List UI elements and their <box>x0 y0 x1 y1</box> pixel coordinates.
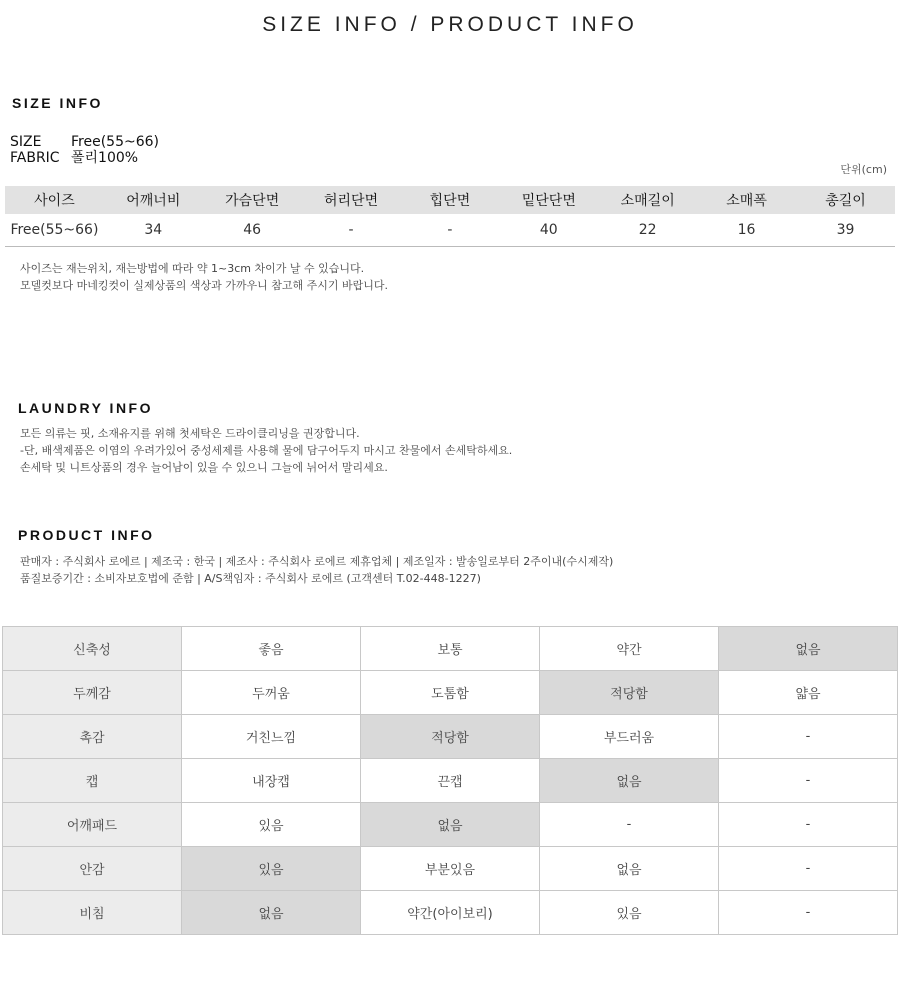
size-table-cell: 34 <box>104 214 203 247</box>
attribute-option: 적당함 <box>361 715 540 759</box>
attribute-option: - <box>719 847 898 891</box>
attribute-label: 촉감 <box>3 715 182 759</box>
attribute-label: 어깨패드 <box>3 803 182 847</box>
attribute-option: 얇음 <box>719 671 898 715</box>
attribute-option: 없음 <box>719 627 898 671</box>
attribute-table <box>2 626 898 935</box>
attribute-option: - <box>540 803 719 847</box>
size-table-cell: - <box>302 214 401 247</box>
size-table-header: 총길이 <box>796 186 895 214</box>
attribute-row <box>3 715 898 759</box>
laundry-line: 손세탁 및 니트상품의 경우 늘어남이 있을 수 있으니 그늘에 뉘어서 말리세요. <box>20 461 388 474</box>
product-line: 판매자 : 주식회사 로에르 | 제조국 : 한국 | 제조사 : 주식회사 로에르 제휴업체 | 제조일자 : 발송일로부터 2주이내(수시제작) <box>20 555 614 568</box>
size-table-header: 밑단단면 <box>499 186 598 214</box>
attribute-option: 있음 <box>182 803 361 847</box>
attribute-option: 약간 <box>540 627 719 671</box>
product-info-heading: PRODUCT INFO <box>18 527 155 543</box>
laundry-line: 모든 의류는 핏, 소재유지를 위해 첫세탁은 드라이클리닝을 권장합니다. <box>20 427 360 440</box>
size-table-header: 어깨너비 <box>104 186 203 214</box>
laundry-info-text <box>20 425 512 476</box>
attribute-option: 없음 <box>182 891 361 935</box>
size-table-header-row <box>5 186 895 214</box>
attribute-label: 두께감 <box>3 671 182 715</box>
attribute-row <box>3 759 898 803</box>
attribute-row <box>3 847 898 891</box>
size-spec <box>10 134 159 150</box>
attribute-label: 비침 <box>3 891 182 935</box>
attribute-row <box>3 803 898 847</box>
size-table-header: 소매폭 <box>697 186 796 214</box>
size-table-header: 소매길이 <box>598 186 697 214</box>
fabric-label: FABRIC <box>10 150 60 166</box>
fabric-spec <box>10 150 138 166</box>
attribute-option: - <box>719 803 898 847</box>
size-table-header: 가슴단면 <box>203 186 302 214</box>
attribute-row <box>3 891 898 935</box>
size-table-cell: 22 <box>598 214 697 247</box>
attribute-option: - <box>719 759 898 803</box>
attribute-row <box>3 671 898 715</box>
size-table-cell: 39 <box>796 214 895 247</box>
attribute-option: 없음 <box>540 759 719 803</box>
attribute-option: 있음 <box>540 891 719 935</box>
size-notes <box>20 260 388 294</box>
attribute-option: 적당함 <box>540 671 719 715</box>
product-line: 품질보증기간 : 소비자보호법에 준함 | A/S책임자 : 주식회사 로에르 (고객센터 T.02-448-1227) <box>20 572 481 585</box>
size-table-cell: Free(55~66) <box>5 214 104 247</box>
size-table-cell: 46 <box>203 214 302 247</box>
size-table-header: 허리단면 <box>302 186 401 214</box>
attribute-option: 좋음 <box>182 627 361 671</box>
laundry-info-heading: LAUNDRY INFO <box>18 400 153 416</box>
laundry-line: -단, 배색제품은 이염의 우려가있어 중성세제를 사용해 물에 담구어두지 마시고 찬물에서 손세탁하세요. <box>20 444 513 457</box>
size-value: Free(55~66) <box>71 134 159 150</box>
size-table-cell: - <box>401 214 500 247</box>
size-info-heading: SIZE INFO <box>12 95 103 111</box>
attribute-label: 캡 <box>3 759 182 803</box>
attribute-option: 내장캡 <box>182 759 361 803</box>
attribute-option: 두꺼움 <box>182 671 361 715</box>
attribute-label: 신축성 <box>3 627 182 671</box>
product-info-text <box>20 553 613 587</box>
fabric-value: 폴리100% <box>71 150 139 166</box>
attribute-option: - <box>719 715 898 759</box>
size-note: 모델컷보다 마네킹컷이 실제상품의 색상과 가까우니 참고해 주시기 바랍니다. <box>20 279 389 292</box>
attribute-option: 없음 <box>540 847 719 891</box>
attribute-option: - <box>719 891 898 935</box>
size-table-cell: 40 <box>499 214 598 247</box>
size-note: 사이즈는 재는위치, 재는방법에 따라 약 1~3cm 차이가 날 수 있습니다. <box>20 262 365 275</box>
size-label: SIZE <box>10 134 42 150</box>
attribute-option: 도톰함 <box>361 671 540 715</box>
attribute-option: 부분있음 <box>361 847 540 891</box>
size-table <box>5 186 895 247</box>
size-table-cell: 16 <box>697 214 796 247</box>
size-table-header: 힙단면 <box>401 186 500 214</box>
size-table-header: 사이즈 <box>5 186 104 214</box>
attribute-option: 없음 <box>361 803 540 847</box>
attribute-option: 부드러움 <box>540 715 719 759</box>
attribute-option: 거친느낌 <box>182 715 361 759</box>
page-title: SIZE INFO / PRODUCT INFO <box>262 13 638 36</box>
attribute-option: 보통 <box>361 627 540 671</box>
size-table-row <box>5 214 895 247</box>
attribute-label: 안감 <box>3 847 182 891</box>
attribute-row <box>3 627 898 671</box>
attribute-option: 약간(아이보리) <box>361 891 540 935</box>
attribute-option: 있음 <box>182 847 361 891</box>
attribute-option: 끈캡 <box>361 759 540 803</box>
unit-note: 단위(cm) <box>840 163 887 176</box>
